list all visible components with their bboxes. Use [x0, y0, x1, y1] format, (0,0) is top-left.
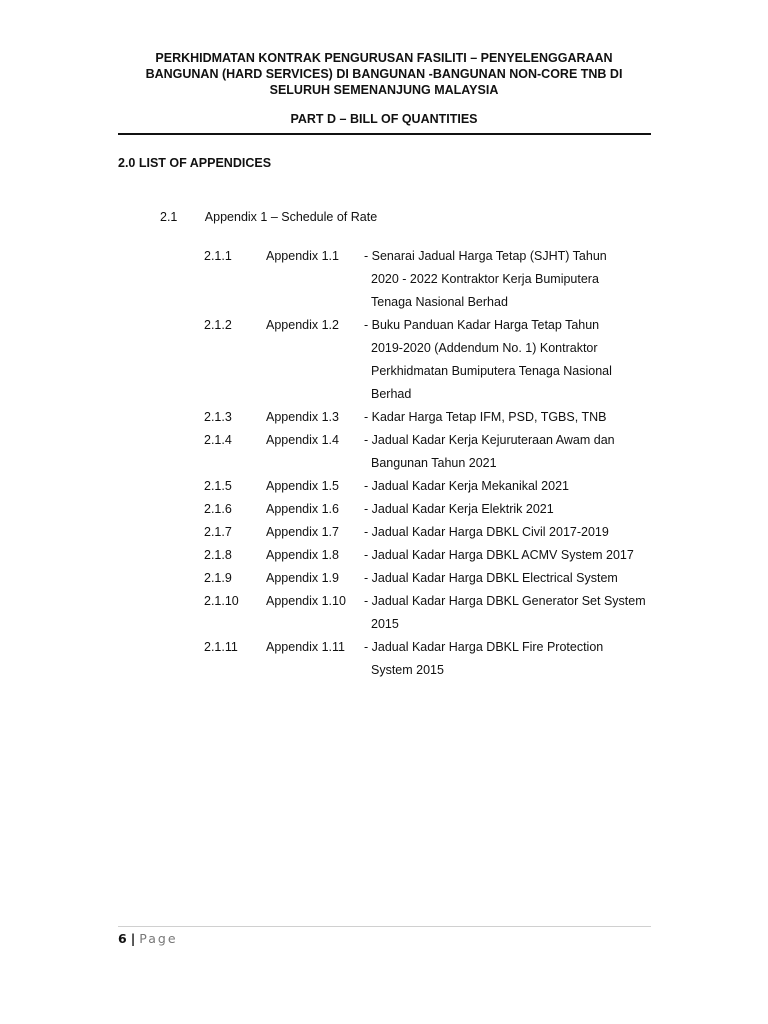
appendix-number: 2.1.7 [204, 525, 232, 539]
appendix-number: 2.1.4 [204, 433, 232, 447]
appendix-description [364, 590, 674, 636]
appendix-description [364, 521, 674, 544]
appendix-number: 2.1.10 [204, 594, 239, 608]
appendix-label: Appendix 1.10 [266, 594, 346, 608]
appendix-description [364, 245, 674, 314]
appendix-description [364, 498, 674, 521]
appendix-number: 2.1.1 [204, 249, 232, 263]
page-label: Page [139, 931, 178, 946]
appendix-row [204, 314, 674, 406]
appendix-description-line: - Jadual Kadar Kerja Mekanikal 2021 [364, 479, 569, 493]
subsection-label: Appendix 1 – Schedule of Rate [204, 210, 378, 224]
appendix-row [204, 544, 674, 567]
appendix-description [364, 636, 674, 682]
appendix-label: Appendix 1.7 [266, 525, 339, 539]
subsection-number: 2.1 [160, 210, 178, 224]
page-footer [118, 931, 178, 946]
appendix-description [364, 406, 674, 429]
header-title-line: SELURUH SEMENANJUNG MALAYSIA [269, 83, 499, 97]
appendix-description-line: - Jadual Kadar Kerja Elektrik 2021 [364, 502, 554, 516]
appendix-number: 2.1.3 [204, 410, 232, 424]
appendix-description-line: - Jadual Kadar Harga DBKL Fire Protection [364, 640, 604, 654]
appendix-row [204, 567, 674, 590]
header-divider [118, 133, 651, 135]
appendix-description-line: - Jadual Kadar Harga DBKL ACMV System 2017 [364, 548, 634, 562]
appendix-row [204, 636, 674, 682]
appendix-description-line: - Jadual Kadar Harga DBKL Generator Set System [364, 594, 646, 608]
appendix-label: Appendix 1.4 [266, 433, 339, 447]
appendix-label: Appendix 1.8 [266, 548, 339, 562]
appendix-description [364, 567, 674, 590]
appendix-label: Appendix 1.11 [266, 640, 345, 654]
appendix-number: 2.1.2 [204, 318, 232, 332]
appendix-description-line: - Buku Panduan Kadar Harga Tetap Tahun [364, 318, 600, 332]
appendix-description-line: Berhad [371, 387, 412, 401]
appendix-number: 2.1.9 [204, 571, 232, 585]
appendix-description [364, 475, 674, 498]
appendix-description-line: 2015 [371, 617, 399, 631]
appendix-description-line: - Jadual Kadar Kerja Kejuruteraan Awam dan [364, 433, 615, 447]
appendix-description-line: 2020 - 2022 Kontraktor Kerja Bumiputera [371, 272, 599, 286]
appendix-description-line: Tenaga Nasional Berhad [371, 295, 508, 309]
appendix-row [204, 406, 674, 429]
appendix-description [364, 314, 674, 406]
appendix-row [204, 429, 674, 475]
section-title: 2.0 LIST OF APPENDICES [118, 156, 272, 170]
footer-separator: | [130, 931, 136, 946]
appendix-row [204, 245, 674, 314]
appendix-description-line: - Kadar Harga Tetap IFM, PSD, TGBS, TNB [364, 410, 607, 424]
appendix-label: Appendix 1.3 [266, 410, 339, 424]
document-header [110, 50, 658, 98]
appendix-description-line: Perkhidmatan Bumiputera Tenaga Nasional [371, 364, 612, 378]
appendix-row [204, 475, 674, 498]
page-number: 6 [118, 931, 127, 946]
appendix-description [364, 544, 674, 567]
appendix-description-line: - Senarai Jadual Harga Tetap (SJHT) Tahun [364, 249, 607, 263]
appendix-number: 2.1.5 [204, 479, 232, 493]
appendix-row [204, 498, 674, 521]
header-title-line: PERKHIDMATAN KONTRAK PENGURUSAN FASILITI – PENYELENGGARAAN [155, 51, 613, 65]
appendix-description-line: System 2015 [371, 663, 444, 677]
appendix-description-line: 2019-2020 (Addendum No. 1) Kontraktor [371, 341, 598, 355]
appendix-label: Appendix 1.6 [266, 502, 339, 516]
part-title: PART D – BILL OF QUANTITIES [290, 112, 478, 126]
appendix-description-line: Bangunan Tahun 2021 [371, 456, 497, 470]
header-title-line: BANGUNAN (HARD SERVICES) DI BANGUNAN -BANGUNAN NON-CORE TNB DI [145, 67, 623, 81]
appendix-row [204, 590, 674, 636]
appendix-label: Appendix 1.9 [266, 571, 339, 585]
appendix-description-line: - Jadual Kadar Harga DBKL Civil 2017-2019 [364, 525, 609, 539]
appendix-description [364, 429, 674, 475]
appendix-description-line: - Jadual Kadar Harga DBKL Electrical System [364, 571, 618, 585]
footer-divider [118, 926, 651, 927]
appendix-number: 2.1.8 [204, 548, 232, 562]
appendix-number: 2.1.6 [204, 502, 232, 516]
appendix-row [204, 521, 674, 544]
appendix-label: Appendix 1.2 [266, 318, 339, 332]
appendix-list [204, 245, 674, 682]
appendix-label: Appendix 1.5 [266, 479, 339, 493]
appendix-number: 2.1.11 [204, 640, 238, 654]
appendix-label: Appendix 1.1 [266, 249, 339, 263]
subsection-heading [160, 210, 377, 224]
